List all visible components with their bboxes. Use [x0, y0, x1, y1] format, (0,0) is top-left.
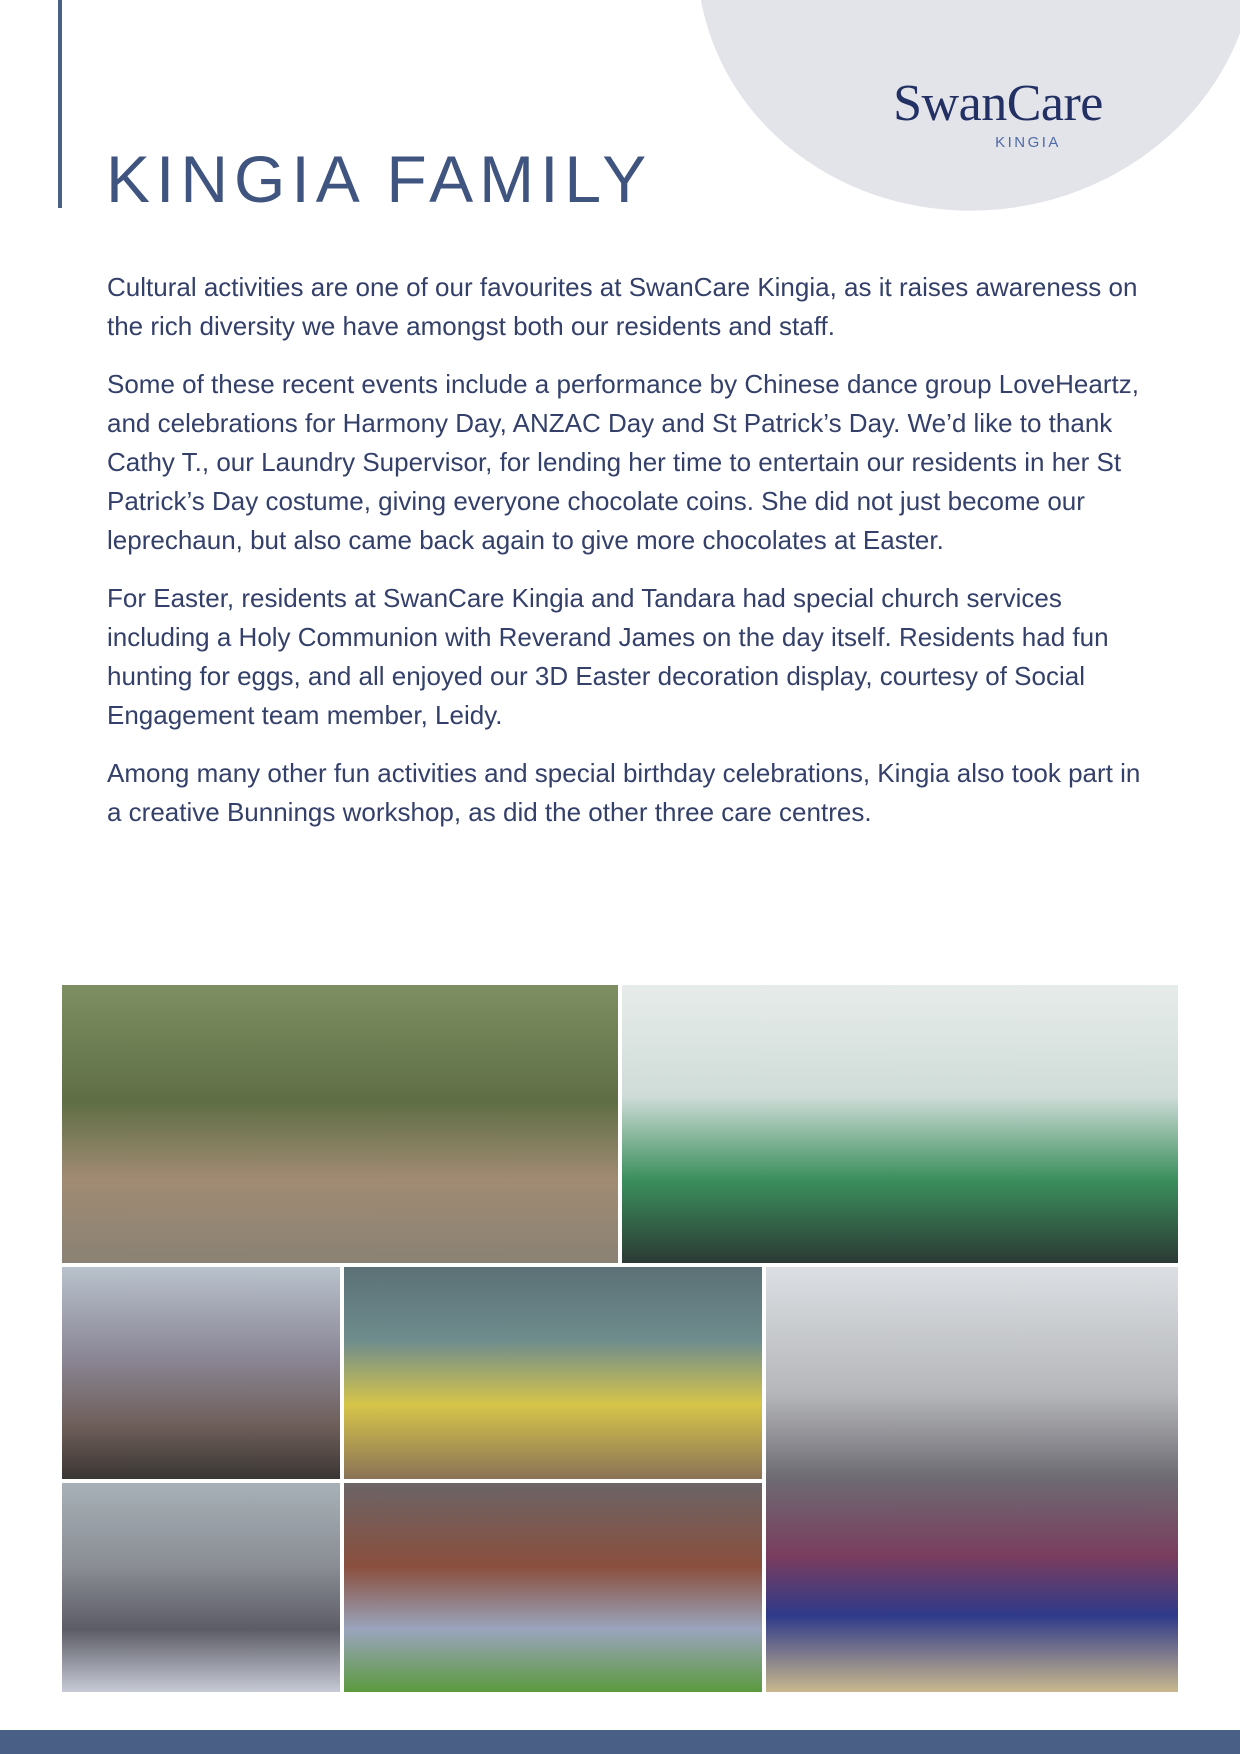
accent-bar — [58, 0, 62, 208]
photo-harmony-day-flags — [62, 1267, 340, 1479]
photo-dance-group — [766, 1267, 1178, 1692]
photo-chocolate-coins — [344, 1483, 762, 1692]
page-title: KINGIA FAMILY — [106, 142, 653, 216]
swancare-logo — [858, 75, 1138, 151]
logo-wordmark: SwanCare — [893, 75, 1103, 132]
paragraph: Some of these recent events include a performance by Chinese dance group LoveHeartz, and celebrations for Harmony Day, ANZAC Day and St Patrick’s Day. We’d like to thank Cathy T., our Laundry Supervisor, for lending her time to entertain our residents in her St Patrick’s Day costume, giving everyone chocolate coins. She did not just become our leprechaun, but also came back again to give more chocolates at Easter. — [107, 369, 1139, 555]
photo-dance-performance — [344, 1267, 762, 1479]
paragraph: Among many other fun activities and special birthday celebrations, Kingia also took part in a creative Bunnings workshop, as did the other three care centres. — [107, 758, 1141, 827]
logo-subtitle: KINGIA — [995, 134, 1061, 151]
photo-ice-cream — [62, 1483, 340, 1692]
footer-bar — [0, 1730, 1240, 1754]
paragraph: Cultural activities are one of our favourites at SwanCare Kingia, as it raises awareness on the rich diversity we have amongst both our residents and staff. — [107, 272, 1138, 341]
photo-st-patricks-staff — [622, 985, 1178, 1263]
photo-gallery — [62, 985, 1178, 1692]
photo-cultural-costumes — [62, 985, 618, 1263]
paragraph: For Easter, residents at SwanCare Kingia and Tandara had special church services including a Holy Communion with Reverand James on the day itself. Residents had fun hunting for eggs, and all enjoyed our 3D Easter decoration display, courtesy of Social Engagement team member, Leidy. — [107, 583, 1109, 730]
article-body — [107, 268, 1147, 851]
